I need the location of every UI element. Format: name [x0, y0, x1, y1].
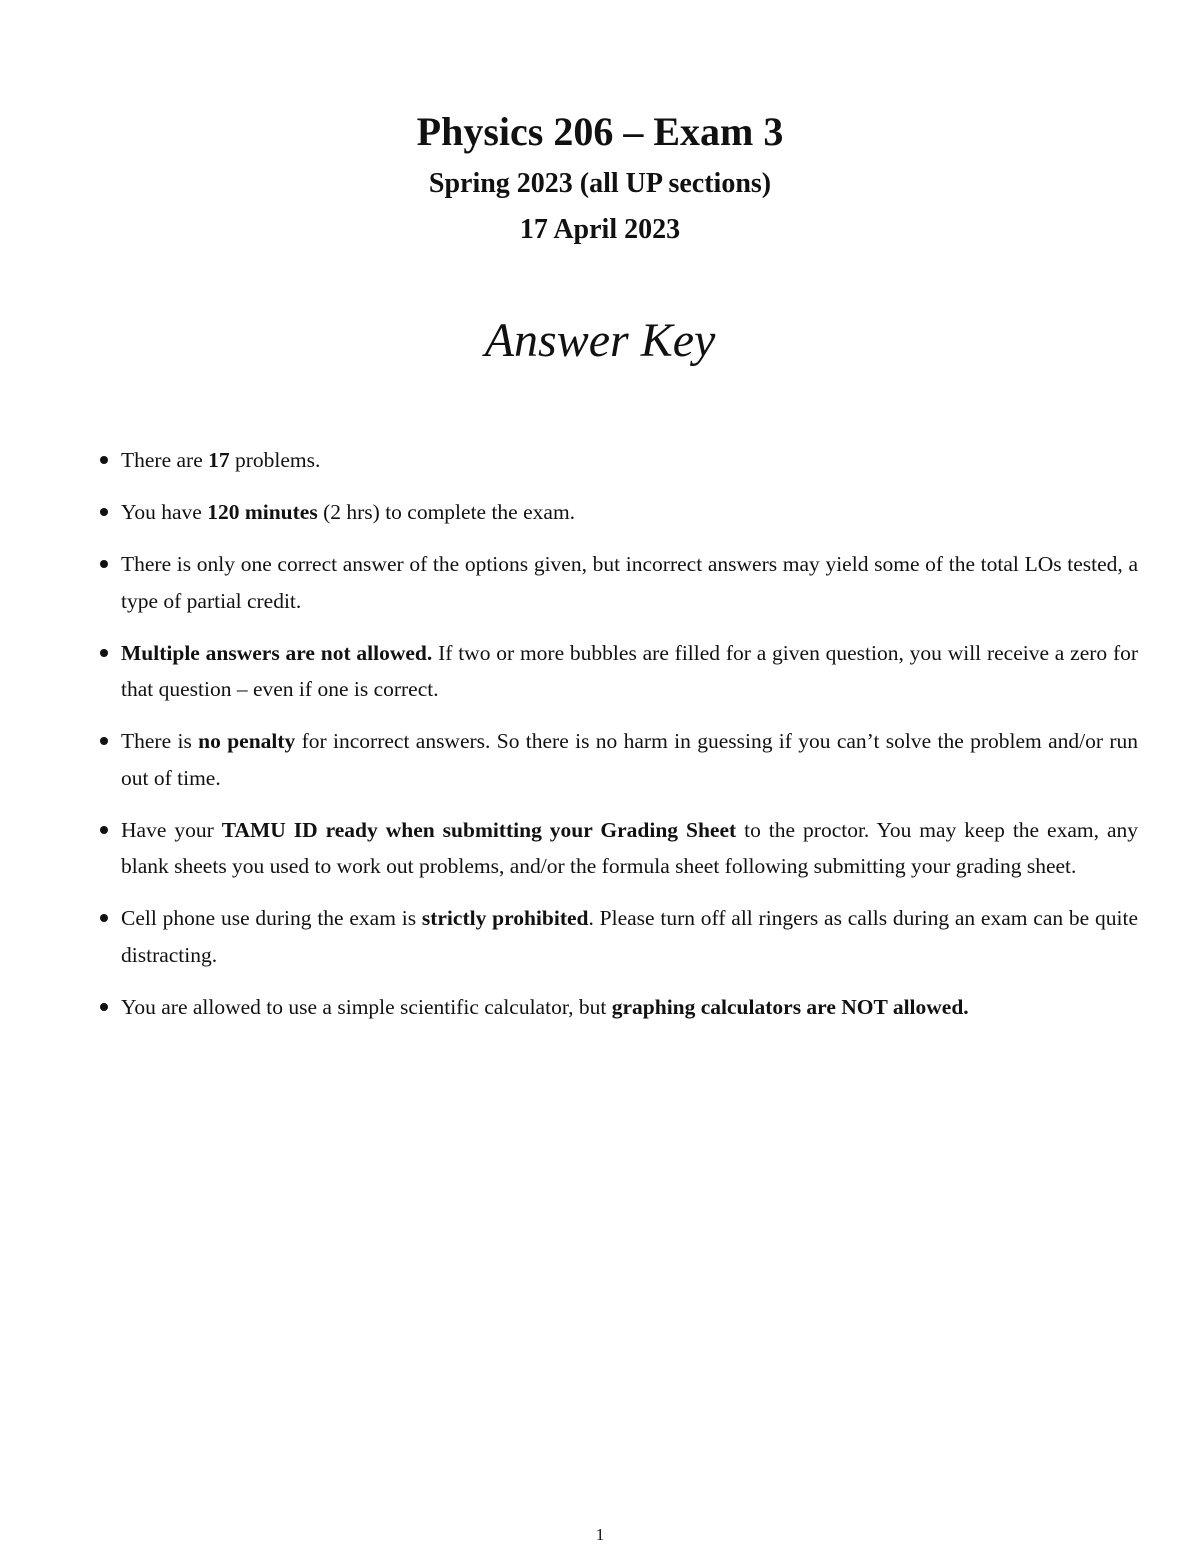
exam-date: 17 April 2023 — [519, 214, 681, 245]
bullet-dot-icon — [100, 914, 108, 922]
instruction-emphasis: 17 — [208, 448, 230, 472]
instruction-text: to the proctor. You may keep the exam, any blank sheets you used to work out problems, and/or the formula sheet following submitting your grading sheet. — [121, 817, 1138, 878]
bullet-dot-icon — [100, 649, 108, 657]
instruction-emphasis: strictly prohibited — [421, 906, 589, 930]
bullet-dot-icon — [100, 456, 108, 464]
instruction-text: problems. — [229, 448, 321, 472]
instruction-item — [98, 494, 1138, 531]
instruction-emphasis: 120 minutes — [207, 500, 318, 524]
page-title: Physics 206 – Exam 3 — [416, 109, 784, 154]
page-number: 1 — [595, 1525, 605, 1544]
instruction-item — [98, 723, 1138, 796]
instruction-item — [98, 442, 1138, 479]
instruction-emphasis: graphing calculators are NOT allowed. — [611, 994, 969, 1019]
bullet-dot-icon — [100, 826, 108, 834]
instruction-emphasis: no penalty — [198, 729, 296, 753]
instruction-text: There are — [121, 448, 209, 472]
instruction-item — [98, 989, 1138, 1026]
bullet-dot-icon — [100, 1003, 108, 1011]
instruction-text: There is — [121, 729, 199, 753]
instruction-item — [98, 900, 1138, 973]
bullet-dot-icon — [100, 737, 108, 745]
instruction-item — [98, 812, 1138, 885]
instruction-emphasis: Multiple answers are not allowed. — [121, 640, 433, 665]
instruction-text: There is only one correct answer of the options given, but incorrect answers may yield some of the total LOs tested, a type of partial credit. — [121, 552, 1138, 613]
instruction-text: (2 hrs) to complete the exam. — [317, 500, 576, 524]
instruction-list — [98, 442, 1138, 1041]
instruction-text: Cell phone use during the exam is — [121, 906, 422, 930]
instruction-text: Have your — [121, 817, 222, 842]
instruction-text: . Please turn off all ringers as calls during an exam can be quite distracting. — [121, 906, 1138, 967]
bullet-dot-icon — [100, 508, 108, 516]
instruction-item — [98, 635, 1138, 708]
bullet-dot-icon — [100, 560, 108, 568]
instruction-text: You are allowed to use a simple scientific calculator, but — [121, 994, 612, 1019]
answer-key-heading: Answer Key — [484, 314, 716, 367]
instruction-text: You have — [121, 500, 208, 524]
instruction-text: for incorrect answers. So there is no harm in guessing if you can’t solve the problem and/or run out of time. — [121, 729, 1138, 790]
exam-term: Spring 2023 (all UP sections) — [428, 168, 772, 199]
instruction-item — [98, 546, 1138, 619]
instruction-emphasis: TAMU ID ready when submitting your Grading Sheet — [221, 817, 737, 842]
instruction-text: If two or more bubbles are filled for a given question, you will receive a zero for that question – even if one is correct. — [121, 640, 1139, 701]
